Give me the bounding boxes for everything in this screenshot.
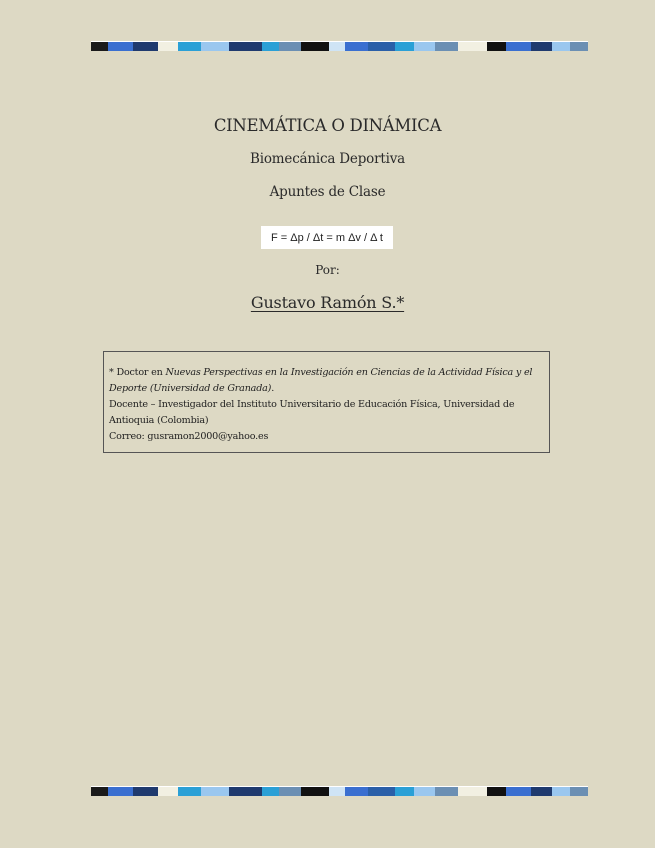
decorative-stripe-bottom <box>91 786 588 796</box>
stripe-segment <box>531 787 552 796</box>
stripe-segment <box>329 42 344 51</box>
stripe-segment <box>414 787 435 796</box>
stripe-segment <box>178 42 201 51</box>
stripe-segment <box>91 42 108 51</box>
document-subtitle-2: Apuntes de Clase <box>269 184 386 200</box>
info-line-email: Correo: gusramon2000@yahoo.es <box>109 431 269 442</box>
stripe-segment <box>201 42 230 51</box>
author-name <box>0 293 655 312</box>
stripe-segment <box>262 42 279 51</box>
stripe-segment <box>395 787 414 796</box>
stripe-segment <box>279 42 300 51</box>
stripe-segment <box>458 787 487 796</box>
formula-box: F = Δp / Δt = m Δv / Δ t <box>261 226 393 249</box>
stripe-segment <box>301 787 330 796</box>
document-subtitle: Biomecánica Deportiva <box>250 151 405 167</box>
author-name-text: Gustavo Ramón S.* <box>250 293 405 312</box>
stripe-segment <box>570 787 588 796</box>
info-line-position: Docente – Investigador del Instituto Universitario de Educación Física, Universidad de Antioquia (Colombia) <box>109 399 515 426</box>
stripe-segment <box>368 787 395 796</box>
stripe-segment <box>414 42 435 51</box>
stripe-segment <box>552 787 569 796</box>
stripe-segment <box>435 787 458 796</box>
stripe-segment <box>229 787 262 796</box>
document-title: CINEMÁTICA O DINÁMICA <box>213 116 442 135</box>
stripe-segment <box>279 787 300 796</box>
stripe-segment <box>262 787 279 796</box>
stripe-segment <box>395 42 414 51</box>
degree-prefix: * Doctor en <box>109 367 166 378</box>
stripe-segment <box>506 787 531 796</box>
stripe-segment <box>178 787 201 796</box>
stripe-segment <box>458 42 487 51</box>
stripe-segment <box>345 787 368 796</box>
stripe-segment <box>552 42 569 51</box>
info-line-degree <box>109 365 543 397</box>
stripe-segment <box>487 42 506 51</box>
degree-name: Nuevas Perspectivas en la Investigación en Ciencias de la Actividad Física y el Deporte (Universidad de Granada) <box>109 367 533 394</box>
stripe-segment <box>570 42 588 51</box>
stripe-segment <box>229 42 262 51</box>
stripe-segment <box>158 42 177 51</box>
stripe-segment <box>368 42 395 51</box>
stripe-segment <box>108 787 133 796</box>
stripe-segment <box>201 787 230 796</box>
stripe-segment <box>506 42 531 51</box>
stripe-segment <box>487 787 506 796</box>
stripe-segment <box>435 42 458 51</box>
stripe-segment <box>329 787 344 796</box>
stripe-segment <box>301 42 330 51</box>
stripe-segment <box>133 42 158 51</box>
degree-suffix: . <box>271 383 275 394</box>
decorative-stripe-top <box>91 41 588 51</box>
by-label: Por: <box>315 263 340 277</box>
stripe-segment <box>158 787 177 796</box>
author-info-box <box>103 351 550 453</box>
stripe-segment <box>531 42 552 51</box>
stripe-segment <box>91 787 108 796</box>
stripe-segment <box>133 787 158 796</box>
stripe-segment <box>108 42 133 51</box>
stripe-segment <box>345 42 368 51</box>
